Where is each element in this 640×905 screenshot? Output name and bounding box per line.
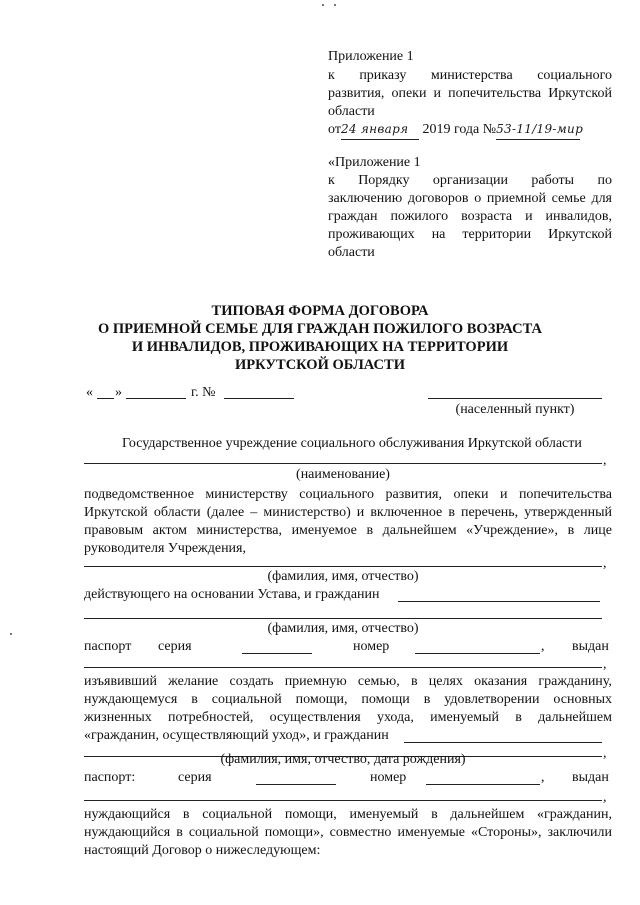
passport-label: паспорт: xyxy=(84,770,136,785)
word: в xyxy=(515,710,522,725)
word: желание xyxy=(168,674,219,689)
word: создать xyxy=(229,674,274,689)
caption-fio-2: (фамилия, имя, отчество) xyxy=(267,621,419,636)
annex-2-heading: «Приложение 1 xyxy=(328,155,421,170)
open-quote: « xyxy=(86,385,93,400)
word: Иркутской xyxy=(548,227,612,242)
passport-series-blank[interactable] xyxy=(242,653,312,654)
month-year-blank[interactable] xyxy=(126,398,186,399)
para-2-line-3 xyxy=(84,708,612,727)
annex-1-date-line xyxy=(328,120,618,140)
word: помощи, xyxy=(295,692,348,707)
word: семью, xyxy=(357,674,400,689)
annex-1-line-1 xyxy=(328,66,612,85)
annex-2-line-2: заключению договоров о приемной семье для xyxy=(328,191,612,206)
comma: , xyxy=(603,453,607,468)
caption-name: (наименование) xyxy=(296,467,390,482)
passport-label: паспорт xyxy=(84,639,132,654)
word: оказания xyxy=(474,674,528,689)
word: жизненных xyxy=(84,710,152,725)
comma: , xyxy=(603,790,607,805)
comma: , xyxy=(541,770,545,785)
para-3-line-1: нуждающийся в социальной помощи, именуемый в дальнейшем «гражданин, xyxy=(84,807,612,822)
title-line-3: И ИНВАЛИДОВ, ПРОЖИВАЮЩИХ НА ТЕРРИТОРИИ xyxy=(131,339,509,355)
passport-number-blank[interactable] xyxy=(415,653,540,654)
cared-citizen-blank-1[interactable] xyxy=(404,742,602,743)
word: в xyxy=(423,692,431,707)
word: к xyxy=(328,68,335,83)
word: ухода, xyxy=(376,710,414,725)
comma: , xyxy=(603,657,607,672)
para-1-line-3: правовым актом министерства, именуемое в дальнейшем «Учреждение», в лице xyxy=(84,523,612,538)
word: именуемый xyxy=(430,710,499,725)
annex-2-line-1 xyxy=(328,171,612,190)
locality-caption: (населенный пункт) xyxy=(455,402,575,417)
title-line-1: ТИПОВАЯ ФОРМА ДОГОВОРА xyxy=(211,303,429,319)
para-3-line-2: нуждающийся в социальной помощи», совместно именуемые «Стороны», заключили xyxy=(84,825,612,840)
word: в xyxy=(410,674,418,689)
annex-2-line-5: области xyxy=(328,245,375,260)
word: осуществления xyxy=(269,710,361,725)
word: территории xyxy=(462,227,532,242)
annex-2-line-4 xyxy=(328,225,612,244)
word: организации xyxy=(432,173,509,188)
word: целях xyxy=(428,674,463,689)
institution-name-blank[interactable] xyxy=(84,463,602,464)
word: работы xyxy=(531,173,575,188)
city-number-label: г. № xyxy=(191,385,216,400)
annex-1-line-3: области xyxy=(328,104,375,119)
title-line-2: О ПРИЕМНОЙ СЕМЬЕ ДЛЯ ГРАЖДАН ПОЖИЛОГО ВОЗРАСТА xyxy=(97,321,543,337)
caption-fio: (фамилия, имя, отчество) xyxy=(267,569,419,584)
word: гражданину, xyxy=(538,674,612,689)
para-2-line-4: «гражданин, осуществляющий уход», и гражданин xyxy=(84,728,389,743)
passport-number-blank[interactable] xyxy=(426,784,540,785)
acting-line: действующего на основании Устава, и гражданин xyxy=(84,587,380,602)
scan-dot xyxy=(322,4,324,6)
word: потребностей, xyxy=(168,710,254,725)
institution-line: Государственное учреждение социального обслуживания Иркутской области xyxy=(122,436,582,451)
word: основных xyxy=(553,692,612,707)
word: к xyxy=(328,173,335,188)
number-label: номер xyxy=(353,639,390,654)
series-label: серия xyxy=(158,639,192,654)
scan-dot xyxy=(334,4,336,6)
passport-issued-blank[interactable] xyxy=(84,667,602,668)
word: проживающих xyxy=(328,227,415,242)
issued-label: выдан xyxy=(572,639,609,654)
comma: , xyxy=(603,746,607,761)
year-text: 2019 года № xyxy=(422,122,497,137)
annex-2-line-3: граждан пожилого возраста и инвалидов, xyxy=(328,209,612,224)
contract-number-blank[interactable] xyxy=(224,398,294,399)
annex-1-heading: Приложение 1 xyxy=(328,49,414,64)
word: Порядку xyxy=(358,173,410,188)
comma: , xyxy=(603,556,607,571)
word: социального xyxy=(537,68,612,83)
word: удовлетворении xyxy=(444,692,540,707)
passport-issued-blank[interactable] xyxy=(84,800,602,801)
para-1-line-2: Иркутской области (далее – министерство) и включенное в перечень, утвержденный xyxy=(84,505,612,520)
series-label: серия xyxy=(178,770,212,785)
word: помощи xyxy=(361,692,410,707)
close-quote: » xyxy=(115,385,122,400)
word: приказу xyxy=(359,68,407,83)
word: изъявивший xyxy=(84,674,157,689)
day-blank[interactable] xyxy=(97,398,114,399)
from-prefix: от xyxy=(328,122,341,137)
para-2-line-2 xyxy=(84,690,612,709)
para-1-line-1: подведомственное министерству социального развития, опеки и попечительства xyxy=(84,487,612,502)
locality-blank[interactable] xyxy=(428,398,602,399)
scan-dot xyxy=(10,633,12,635)
para-3-line-3: настоящий Договор о нижеследующем: xyxy=(84,843,321,858)
word: по xyxy=(597,173,612,188)
word: дальнейшем xyxy=(538,710,612,725)
handwritten-date: 24 января xyxy=(341,120,419,140)
passport-series-blank[interactable] xyxy=(256,784,336,785)
citizen-name-blank-1[interactable] xyxy=(398,601,600,602)
word: приемную xyxy=(284,674,347,689)
caption-fio-birth: (фамилия, имя, отчество, дата рождения) xyxy=(220,752,466,767)
title-line-4: ИРКУТСКОЙ ОБЛАСТИ xyxy=(235,357,405,373)
word: на xyxy=(431,227,446,242)
number-label: номер xyxy=(370,770,407,785)
para-1-line-4: руководителя Учреждения, xyxy=(84,541,246,556)
para-2-line-1 xyxy=(84,672,612,691)
word: нуждающемуся xyxy=(84,692,178,707)
word: в xyxy=(191,692,198,707)
comma: , xyxy=(541,639,545,654)
annex-1-line-2: развития, опеки и попечительства Иркутской xyxy=(328,86,612,101)
word: социальной xyxy=(211,692,282,707)
handwritten-number: 53-11/19-мир xyxy=(496,120,580,140)
issued-label: выдан xyxy=(572,770,609,785)
word: министерства xyxy=(430,68,513,83)
